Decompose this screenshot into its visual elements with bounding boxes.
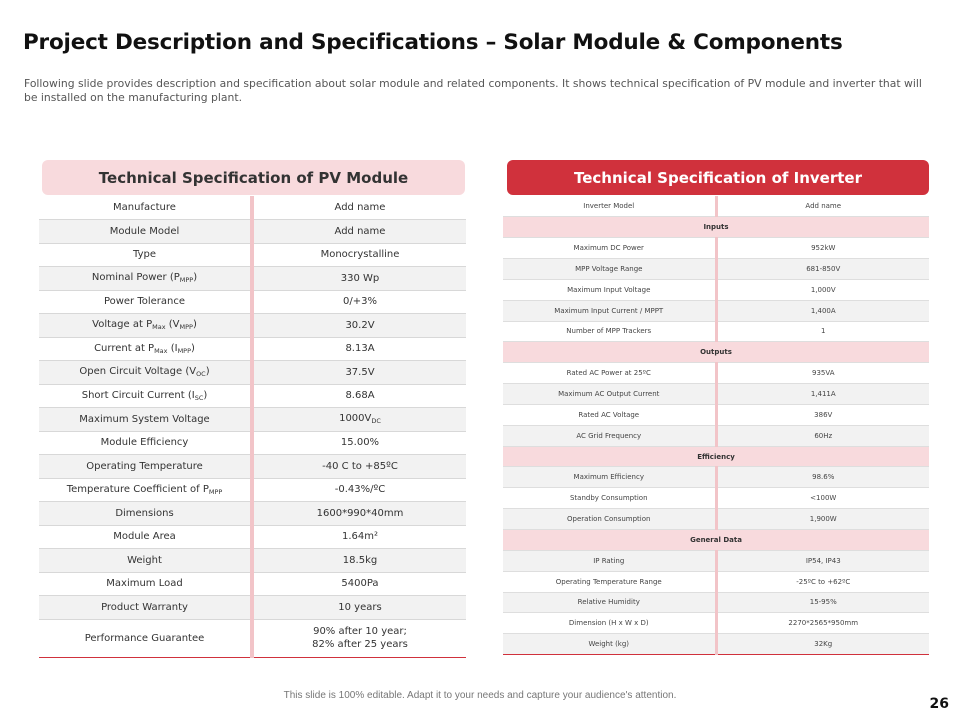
spec-value: 1 <box>716 321 929 342</box>
spec-value: 90% after 10 year; 82% after 25 years <box>252 619 466 657</box>
spec-label: Nominal Power $(P_{MPP})$ <box>39 267 252 291</box>
spec-label: Manufacture <box>39 196 252 220</box>
spec-value: IP54, IP43 <box>716 550 929 571</box>
section-title: General Data <box>503 530 929 551</box>
spec-value: 681-850V <box>716 259 929 280</box>
spec-label: Maximum AC Output Current <box>503 384 716 405</box>
spec-label: IP Rating <box>503 550 716 571</box>
table-row <box>503 571 929 592</box>
spec-value: 2270*2565*950mm <box>716 613 929 634</box>
spec-value: -40 C to +85ºC <box>252 455 466 479</box>
footer-note: This slide is 100% editable. Adapt it to your needs and capture your audience's attention. <box>283 690 677 701</box>
table-row <box>503 404 929 425</box>
table-row <box>39 502 466 526</box>
table-row <box>39 220 466 244</box>
spec-label: Product Warranty <box>39 596 252 620</box>
spec-value: 935VA <box>716 363 929 384</box>
table-row <box>503 592 929 613</box>
page-number: 26 <box>929 696 949 712</box>
table-row <box>39 361 466 385</box>
table-row <box>503 259 929 280</box>
spec-value: Add name <box>716 196 929 217</box>
spec-value: 8.13A <box>252 337 466 361</box>
spec-label: Maximum Input Voltage <box>503 279 716 300</box>
spec-label: Current at $P_{Max}$ $(I_{MPP})$ <box>39 337 252 361</box>
spec-label: Module Area <box>39 525 252 549</box>
spec-label: MPP Voltage Range <box>503 259 716 280</box>
table-row <box>39 314 466 338</box>
spec-value: 32Kg <box>716 634 929 655</box>
table-row <box>503 488 929 509</box>
spec-value: -0.43%/ºC <box>252 478 466 502</box>
table-row <box>503 238 929 259</box>
spec-label: Short Circuit Current $(I_{SC})$ <box>39 384 252 408</box>
spec-value: 1.64m² <box>252 525 466 549</box>
table-row <box>39 478 466 502</box>
spec-label: Number of MPP Trackers <box>503 321 716 342</box>
spec-label: Temperature Coefficient of $P_{MPP}$ <box>39 478 252 502</box>
spec-label: Weight <box>39 549 252 573</box>
table-row <box>503 384 929 405</box>
table-row <box>39 572 466 596</box>
table-row <box>503 300 929 321</box>
spec-label: Maximum Input Current / MPPT <box>503 300 716 321</box>
spec-label: Inverter Model <box>503 196 716 217</box>
spec-value: 98.6% <box>716 467 929 488</box>
pv-module-header: Technical Specification of PV Module <box>42 160 465 195</box>
table-row <box>39 549 466 573</box>
spec-label: Voltage at $P_{Max}$ $(V_{MPP})$ <box>39 314 252 338</box>
table-row <box>39 384 466 408</box>
inverter-header: Technical Specification of Inverter <box>507 160 929 195</box>
spec-label: Rated AC Voltage <box>503 404 716 425</box>
spec-value: 18.5kg <box>252 549 466 573</box>
table-row <box>39 267 466 291</box>
section-row <box>503 446 929 467</box>
spec-label: Weight (kg) <box>503 634 716 655</box>
table-row <box>39 455 466 479</box>
spec-value: 330 Wp <box>252 267 466 291</box>
spec-label: Operating Temperature Range <box>503 571 716 592</box>
spec-value: 952kW <box>716 238 929 259</box>
table-row <box>503 363 929 384</box>
spec-label: Module Efficiency <box>39 431 252 455</box>
table-row <box>39 431 466 455</box>
spec-label: Maximum Load <box>39 572 252 596</box>
section-row <box>503 217 929 238</box>
spec-label: Operation Consumption <box>503 509 716 530</box>
spec-label: Type <box>39 243 252 267</box>
spec-label: Power Tolerance <box>39 290 252 314</box>
table-row <box>39 243 466 267</box>
page-title: Project Description and Specifications – Solar Module & Components <box>23 30 843 55</box>
spec-value: 5400Pa <box>252 572 466 596</box>
table-row <box>503 279 929 300</box>
spec-label: Maximum DC Power <box>503 238 716 259</box>
spec-label: Module Model <box>39 220 252 244</box>
table-row <box>503 509 929 530</box>
spec-value: Add name <box>252 196 466 220</box>
spec-value: Add name <box>252 220 466 244</box>
spec-label: Operating Temperature <box>39 455 252 479</box>
spec-label: Open Circuit Voltage $(V_{OC})$ <box>39 361 252 385</box>
spec-value: 1,900W <box>716 509 929 530</box>
table-row <box>39 525 466 549</box>
section-title: Inputs <box>503 217 929 238</box>
spec-value: 0/+3% <box>252 290 466 314</box>
spec-value: 15-95% <box>716 592 929 613</box>
spec-value: <100W <box>716 488 929 509</box>
section-row <box>503 530 929 551</box>
spec-value: 30.2V <box>252 314 466 338</box>
table-row <box>39 408 466 432</box>
spec-label: Maximum Efficiency <box>503 467 716 488</box>
spec-value: -25ºC to +62ºC <box>716 571 929 592</box>
table-row <box>503 613 929 634</box>
inverter-table <box>503 196 929 655</box>
spec-value: 1,000V <box>716 279 929 300</box>
table-row <box>39 337 466 361</box>
table-row <box>39 596 466 620</box>
spec-value: 60Hz <box>716 425 929 446</box>
spec-value: 15.00% <box>252 431 466 455</box>
spec-label: Maximum System Voltage <box>39 408 252 432</box>
spec-label: AC Grid Frequency <box>503 425 716 446</box>
spec-value: $1000V_{DC}$ <box>252 408 466 432</box>
table-row <box>39 290 466 314</box>
spec-label: Dimension (H x W x D) <box>503 613 716 634</box>
spec-value: 1600*990*40mm <box>252 502 466 526</box>
table-row <box>503 425 929 446</box>
spec-value: 37.5V <box>252 361 466 385</box>
table-row <box>503 196 929 217</box>
spec-value: 8.68A <box>252 384 466 408</box>
section-title: Efficiency <box>503 446 929 467</box>
table-row <box>503 321 929 342</box>
section-row <box>503 342 929 363</box>
table-row <box>39 196 466 220</box>
table-row <box>503 467 929 488</box>
spec-value: 1,411A <box>716 384 929 405</box>
pv-module-table <box>39 196 466 658</box>
spec-value: Monocrystalline <box>252 243 466 267</box>
table-row <box>39 619 466 657</box>
section-title: Outputs <box>503 342 929 363</box>
spec-label: Performance Guarantee <box>39 619 252 657</box>
spec-label: Rated AC Power at 25ºC <box>503 363 716 384</box>
spec-value: 386V <box>716 404 929 425</box>
table-row <box>503 550 929 571</box>
spec-label: Dimensions <box>39 502 252 526</box>
spec-label: Relative Humidity <box>503 592 716 613</box>
spec-value: 1,400A <box>716 300 929 321</box>
page-subtitle: Following slide provides description and specification about solar module and related components. It shows technical specification of PV module and inverter that will be installed on the manufacturing plant. <box>24 77 922 104</box>
table-row <box>503 634 929 655</box>
spec-label: Standby Consumption <box>503 488 716 509</box>
spec-value: 10 years <box>252 596 466 620</box>
